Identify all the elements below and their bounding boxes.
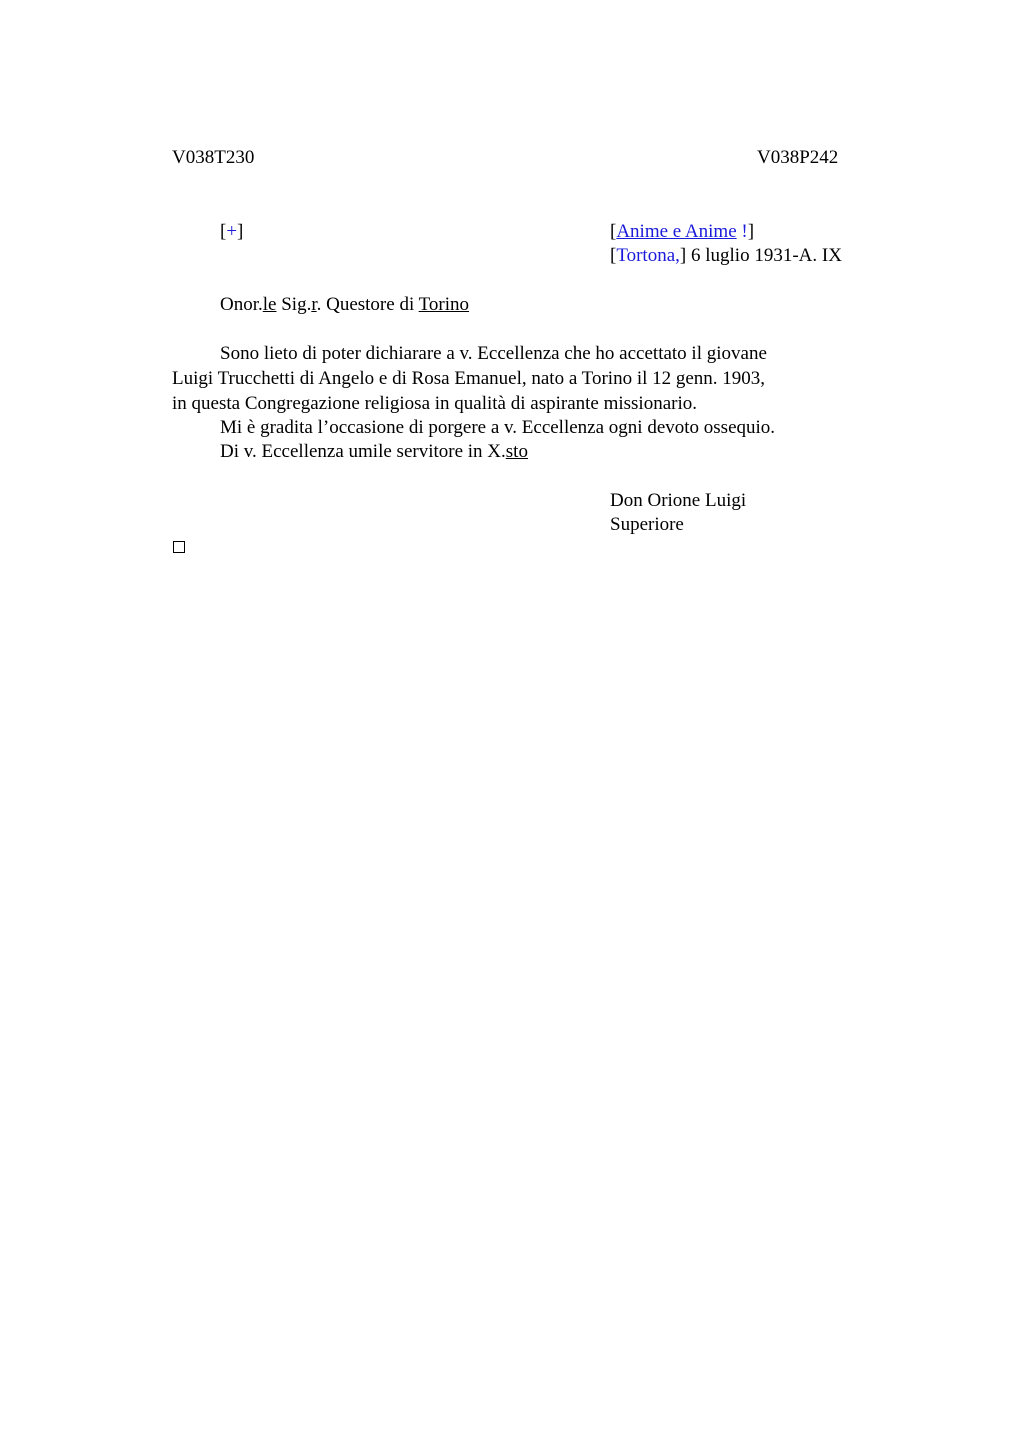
- place-date-line: [610, 244, 842, 268]
- signature-name: Don Orione Luigi: [610, 490, 747, 511]
- bracket-open: [: [610, 245, 617, 266]
- body-line: Luigi Trucchetti di Angelo e di Rosa Emanuel, nato a Torino il 12 genn. 1903,: [172, 368, 766, 389]
- letter-date: 6 luglio 1931-A. IX: [686, 245, 842, 266]
- cross-symbol: +: [226, 221, 238, 242]
- place-name: Tortona,: [616, 245, 680, 266]
- body-line: Sono lieto di poter dichiarare a v. Eccellenza che ho accettato il giovane: [220, 343, 767, 364]
- addressee-abbrev: r: [311, 294, 317, 315]
- bracket-open: [: [220, 221, 227, 242]
- closing-text: Di v. Eccellenza umile servitore in X.: [220, 441, 506, 462]
- closing-abbrev: sto: [505, 441, 528, 462]
- motto-line: [610, 220, 754, 244]
- addressee-part: Onor.: [220, 294, 263, 315]
- addressee-part: . Questore di: [316, 294, 419, 315]
- bracket-close: ]: [747, 221, 755, 242]
- bracket-close: ]: [679, 245, 687, 266]
- body-line: in questa Congregazione religiosa in qualità di aspirante missionario.: [172, 393, 698, 414]
- addressee-abbrev: le: [262, 294, 277, 315]
- addressee-part: Sig.: [276, 294, 312, 315]
- end-marker-box-icon: [173, 541, 185, 553]
- addressee-line: [220, 293, 469, 317]
- motto-exclamation: !: [741, 221, 748, 242]
- document-code-left: V038T230: [172, 147, 255, 168]
- signature-title: Superiore: [610, 514, 684, 535]
- closing-line: [220, 440, 528, 464]
- motto-text: Anime e Anime: [616, 221, 737, 242]
- bracket-close: ]: [237, 221, 244, 242]
- bracket-open: [: [610, 221, 617, 242]
- addressee-city: Torino: [418, 294, 470, 315]
- body-line: Mi è gradita l’occasione di porgere a v. Eccellenza ogni devoto ossequio.: [220, 417, 776, 438]
- cross-mark: [220, 220, 243, 244]
- document-code-right: V038P242: [757, 147, 839, 168]
